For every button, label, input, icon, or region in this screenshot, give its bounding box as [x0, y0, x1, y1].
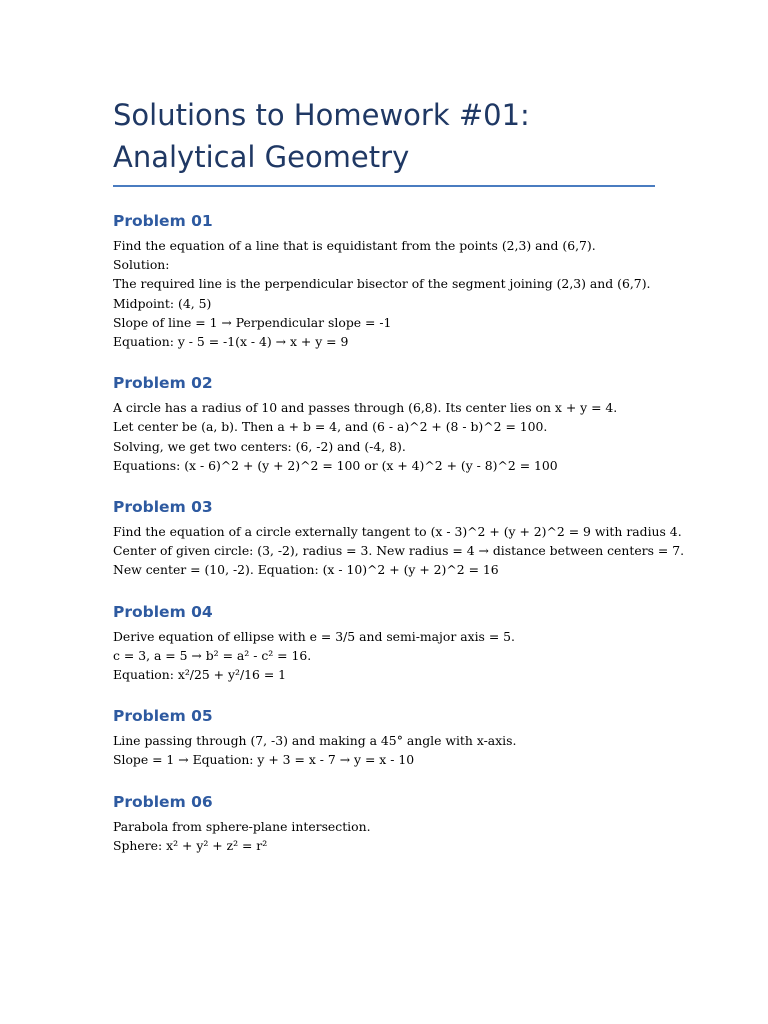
- problem-05-line: Line passing through (7, -3) and making a 45° angle with x-axis.: [113, 733, 517, 749]
- problem-05-line: Slope = 1 → Equation: y + 3 = x - 7 → y = x - 10: [113, 752, 415, 768]
- problem-06-heading: Problem 06: [113, 792, 213, 811]
- problem-03-line: New center = (10, -2). Equation: (x - 10)^2 + (y + 2)^2 = 16: [113, 562, 499, 578]
- problem-03-heading: Problem 03: [113, 498, 213, 517]
- problem-04-line: c = 3, a = 5 → b² = a² - c² = 16.: [113, 647, 312, 663]
- problem-01-line: The required line is the perpendicular bisector of the segment joining (2,3) and (6,7).: [113, 276, 651, 292]
- problem-02-line: Equations: (x - 6)^2 + (y + 2)^2 = 100 or (x + 4)^2 + (y - 8)^2 = 100: [113, 457, 558, 473]
- document-page: [113, 94, 685, 855]
- problem-04-line: Equation: x²/25 + y²/16 = 1: [113, 667, 287, 683]
- problem-02-line: Solving, we get two centers: (6, -2) and (-4, 8).: [113, 438, 406, 454]
- problem-01-line: Slope of line = 1 → Perpendicular slope = -1: [113, 314, 392, 330]
- problem-06-section: [113, 791, 673, 855]
- problem-02-heading: Problem 02: [113, 374, 213, 393]
- problem-06-line: Sphere: x² + y² + z² = r²: [113, 837, 268, 853]
- problem-06-line: Parabola from sphere-plane intersection.: [113, 818, 371, 834]
- problem-01-line: Find the equation of a line that is equidistant from the points (2,3) and (6,7).: [113, 238, 596, 253]
- problem-02-line: Let center be (a, b). Then a + b = 4, and (6 - a)^2 + (8 - b)^2 = 100.: [113, 419, 548, 435]
- problem-05-section: [113, 705, 673, 769]
- problem-04-line: Derive equation of ellipse with e = 3/5 and semi-major axis = 5.: [113, 628, 515, 644]
- problem-01-line: Equation: y - 5 = -1(x - 4) → x + y = 9: [113, 334, 349, 350]
- problem-04-section: [113, 601, 673, 685]
- problem-05-heading: Problem 05: [113, 707, 213, 726]
- document-title: Solutions to Homework #01: Analytical Geometry: [113, 98, 530, 174]
- problem-01-heading: Problem 01: [113, 212, 213, 230]
- problem-01-line: Solution:: [113, 257, 170, 273]
- problem-03-section: [113, 496, 685, 580]
- problem-03-line: Center of given circle: (3, -2), radius = 3. New radius = 4 → distance between centers = 7.: [113, 543, 685, 559]
- problem-01-section: [113, 210, 673, 351]
- problem-02-section: [113, 372, 673, 475]
- problem-01-line: Midpoint: (4, 5): [113, 295, 212, 311]
- problem-04-heading: Problem 04: [113, 602, 213, 621]
- problem-02-line: A circle has a radius of 10 and passes through (6,8). Its center lies on x + y = 4.: [113, 400, 618, 416]
- problem-03-line: Find the equation of a circle externally tangent to (x - 3)^2 + (y + 2)^2 = 9 with radius 4.: [113, 524, 682, 540]
- title-underline: [113, 185, 655, 187]
